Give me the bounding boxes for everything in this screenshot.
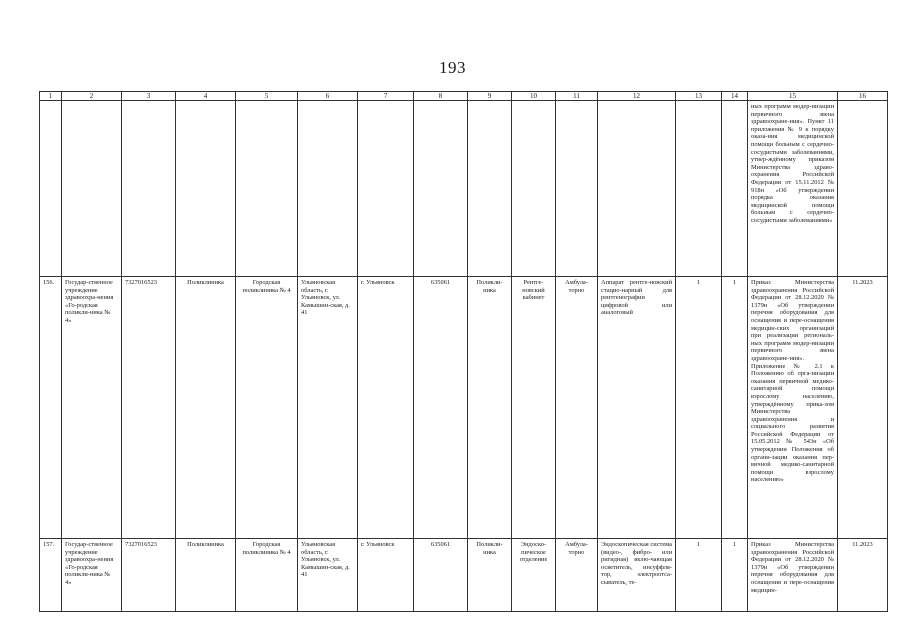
cell-date: 11.2023 bbox=[838, 277, 888, 539]
column-number: 9 bbox=[468, 92, 512, 101]
column-number: 14 bbox=[722, 92, 748, 101]
cell-empty bbox=[414, 101, 468, 277]
cell-department: Рентге-новский кабинет bbox=[512, 277, 556, 539]
cell-empty bbox=[40, 101, 62, 277]
cell-qty-planned: 1 bbox=[722, 539, 748, 612]
cell-qty-required: 1 bbox=[676, 539, 722, 612]
cell-row-number: 157. bbox=[40, 539, 62, 612]
cell-address: Ульяновская область, г. Ульяновск, ул. Камышин-ская, д. 41 bbox=[298, 539, 358, 612]
page-number: 193 bbox=[439, 58, 466, 77]
column-number: 8 bbox=[414, 92, 468, 101]
cell-legal-basis: Приказ Министерства здравоохранения Российской Федерации от 28.12.2020 № 1379н «Об утверждении перечня оборудования для оснащения и пере-оснащения медицин- bbox=[748, 539, 838, 612]
cell-empty bbox=[468, 101, 512, 277]
cell-date: 11.2023 bbox=[838, 539, 888, 612]
column-number: 4 bbox=[176, 92, 236, 101]
cell-empty bbox=[598, 101, 676, 277]
table-row bbox=[40, 539, 888, 612]
cell-organization: Государ-ственное учреждение здравоохра-нения «Го-родская поликли-ника № 4» bbox=[62, 277, 122, 539]
column-number: 12 bbox=[598, 92, 676, 101]
cell-qty-planned: 1 bbox=[722, 277, 748, 539]
cell-equipment: Аппарат рентге-новский стацио-нарный для рентгенографии цифровой или аналоговый bbox=[598, 277, 676, 539]
cell-equipment: Эндоскопическая система (видео-, фибро- или ригидная) вклю-чающая осветитель, инсуффля-тор, электроотса-сыватель, те- bbox=[598, 539, 676, 612]
column-number: 15 bbox=[748, 92, 838, 101]
cell-inn: 7327016523 bbox=[122, 539, 176, 612]
cell-organization: Государ-ственное учреждение здравоохра-нения «Го-родская поликли-ника № 4» bbox=[62, 539, 122, 612]
cell-empty bbox=[838, 101, 888, 277]
table-row-continuation bbox=[40, 101, 888, 277]
cell-empty bbox=[722, 101, 748, 277]
cell-qty-required: 1 bbox=[676, 277, 722, 539]
cell-city: г. Ульяновск bbox=[358, 539, 414, 612]
cell-care-form: Амбула-торно bbox=[556, 539, 598, 612]
cell-unit: Городская поликлиника № 4 bbox=[236, 277, 298, 539]
column-number: 6 bbox=[298, 92, 358, 101]
cell-city: г. Ульяновск bbox=[358, 277, 414, 539]
cell-code: 635061 bbox=[414, 539, 468, 612]
cell-empty bbox=[62, 101, 122, 277]
column-number: 5 bbox=[236, 92, 298, 101]
column-number: 1 bbox=[40, 92, 62, 101]
column-number: 10 bbox=[512, 92, 556, 101]
cell-code: 635061 bbox=[414, 277, 468, 539]
column-number: 3 bbox=[122, 92, 176, 101]
cell-care-form: Амбула-торно bbox=[556, 277, 598, 539]
cell-empty bbox=[512, 101, 556, 277]
cell-empty bbox=[358, 101, 414, 277]
cell-facility-type: Поликлиника bbox=[176, 277, 236, 539]
cell-subdivision: Поликли-ника bbox=[468, 539, 512, 612]
cell-inn: 7327016523 bbox=[122, 277, 176, 539]
column-number: 2 bbox=[62, 92, 122, 101]
cell-empty bbox=[556, 101, 598, 277]
cell-legal-basis: ных программ модер-низации первичного звена здравоохране-ния». Пункт 11 приложения № 9 к порядку оказа-ния медицинской помощи больным с сердечно-сосудистыми заболеваниями, утвер-ждённому приказом Министерства здраво-охранения Российской Федерации от 15.11.2012 № 918н «Об утверждении порядка оказания медицинской помощи больным с сердечно-сосудистыми заболеваниями» bbox=[748, 101, 838, 277]
cell-empty bbox=[298, 101, 358, 277]
cell-department: Эндоско-пическое отделение bbox=[512, 539, 556, 612]
column-number: 11 bbox=[556, 92, 598, 101]
cell-facility-type: Поликлиника bbox=[176, 539, 236, 612]
equipment-register-table bbox=[39, 91, 888, 612]
column-number: 7 bbox=[358, 92, 414, 101]
column-number-row bbox=[40, 92, 888, 101]
cell-empty bbox=[236, 101, 298, 277]
column-number: 16 bbox=[838, 92, 888, 101]
cell-legal-basis: Приказ Министерства здравоохранения Российской Федерации от 28.12.2020 № 1379н «Об утверждении перечня оборудования для оснащения и пере-оснащения медицин-ских организаций при реализации региональ-ных программ модер-низации первичного звена здравоохране-ния». Приложение № 2.1 к Положению об орга-низации оказания первичной медико-санитарной помощи взрослому населению, утверждённому прика-зом Министерства здравоохранения и социального развития Российской Федерации от 15.05.2012 № 543н «Об утверждении Положения об органи-зации оказания пер-вичной медико-санитарной помощи взрослому населению» bbox=[748, 277, 838, 539]
cell-row-number: 156. bbox=[40, 277, 62, 539]
cell-empty bbox=[676, 101, 722, 277]
cell-empty bbox=[122, 101, 176, 277]
cell-empty bbox=[176, 101, 236, 277]
table-row bbox=[40, 277, 888, 539]
column-number: 13 bbox=[676, 92, 722, 101]
cell-address: Ульяновская область, г. Ульяновск, ул. Камышин-ская, д. 41 bbox=[298, 277, 358, 539]
cell-subdivision: Поликли-ника bbox=[468, 277, 512, 539]
cell-unit: Городская поликлиника № 4 bbox=[236, 539, 298, 612]
